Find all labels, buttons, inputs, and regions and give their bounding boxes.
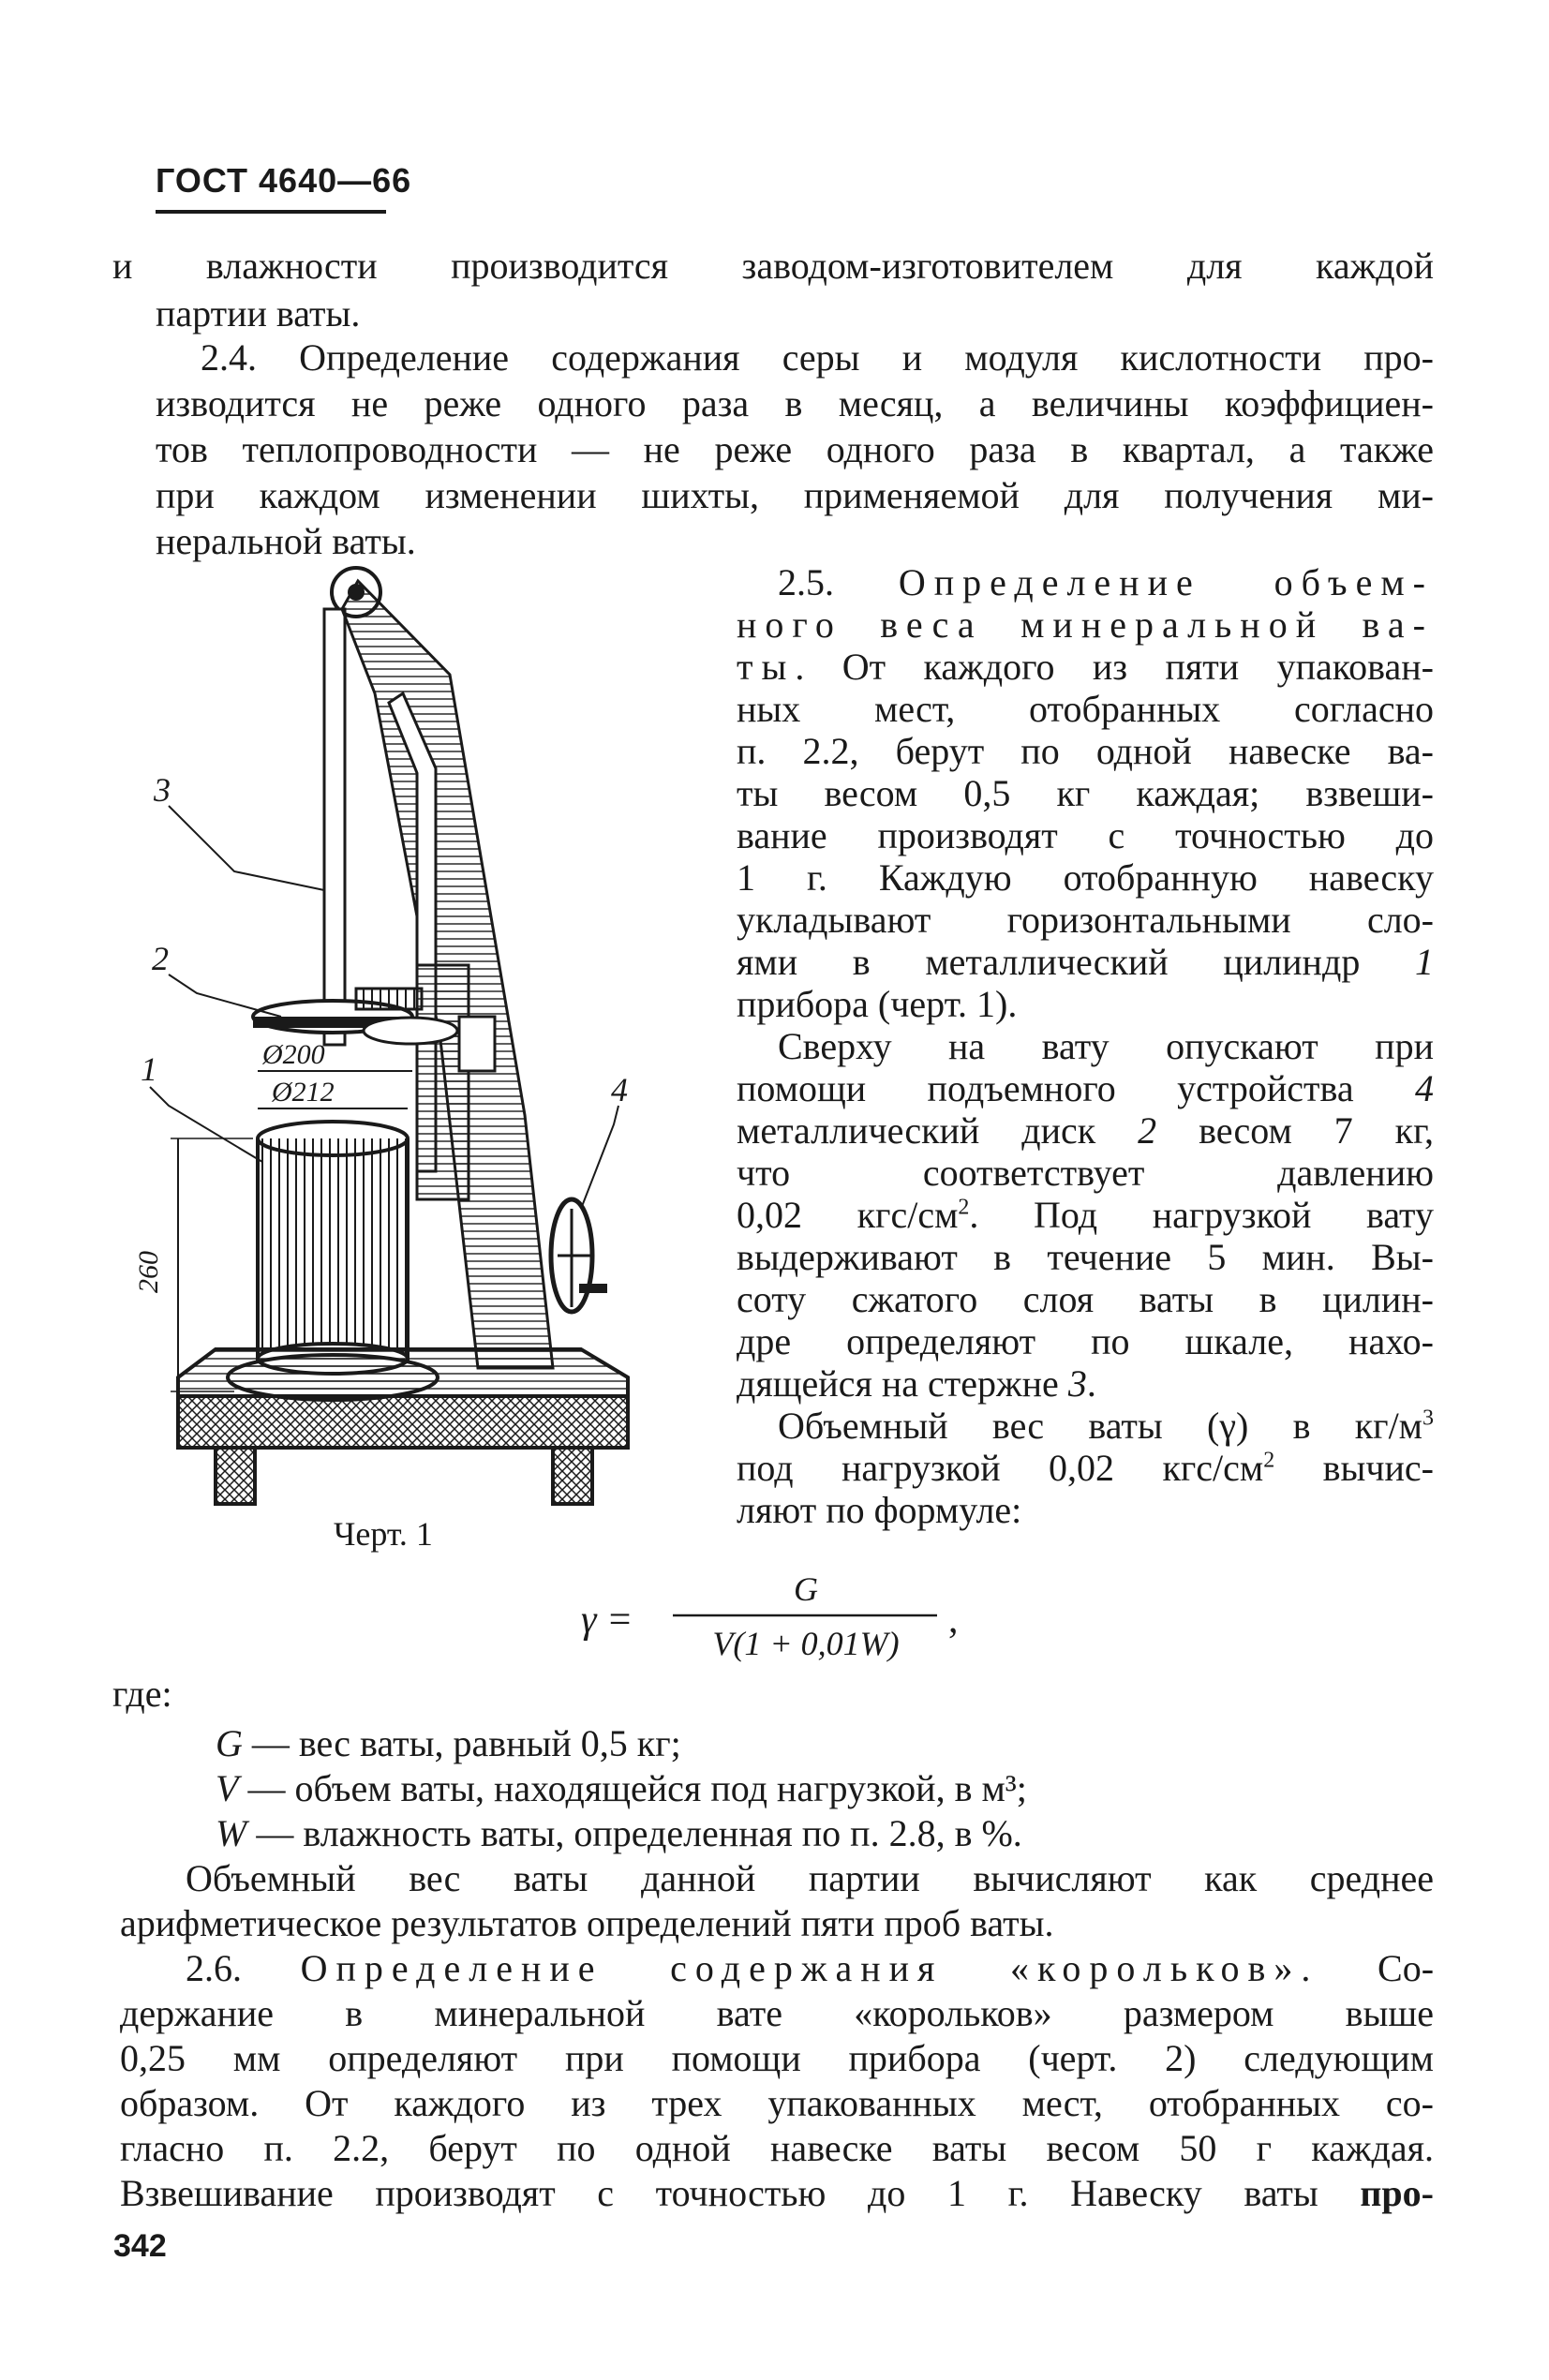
figure-caption: Черт. 1 xyxy=(334,1515,433,1553)
definition-text: — вес ваты, равный 0,5 кг; xyxy=(242,1722,681,1764)
leader-1 xyxy=(150,1087,262,1162)
text-fragment: Взвешивание производят с точностью до 1 г. Навеску ваты xyxy=(120,2172,1318,2214)
figure-label-4: 4 xyxy=(611,1071,628,1108)
section-title: Определение содержания «корольков». xyxy=(300,1947,1319,1989)
text-line xyxy=(778,1402,1434,1450)
apparatus-figure xyxy=(133,553,665,1509)
ref-number: 4 xyxy=(1415,1067,1435,1109)
text-line xyxy=(737,1191,1434,1239)
text-line: дре определяют по шкале, нахо- xyxy=(737,1320,1434,1362)
text-fragment: помощи подъемного устройства xyxy=(737,1067,1354,1109)
disk-arm xyxy=(356,989,422,1009)
section-title: Определение объем- xyxy=(898,561,1434,603)
text-line: выдерживают в течение 5 мин. Вы- xyxy=(737,1236,1434,1278)
ref-number: 3 xyxy=(1067,1362,1087,1405)
section-heading-2-6 xyxy=(186,1944,1434,1992)
symbol: V xyxy=(216,1767,239,1809)
text-line: и влажности производится заводом-изготовителем для каждой xyxy=(112,245,1434,287)
dimension-label-200: Ø200 xyxy=(262,1039,325,1070)
text-line: Сверху на вату опускают при xyxy=(778,1025,1434,1067)
handwheel-crank xyxy=(579,1284,607,1293)
text-line: партии ваты. xyxy=(156,292,361,335)
superscript: 3 xyxy=(1422,1406,1434,1431)
dimension-label-212: Ø212 xyxy=(272,1077,335,1108)
ref-number: 1 xyxy=(1415,941,1435,983)
text-line: неральной ваты. xyxy=(156,520,416,562)
where-label: где: xyxy=(112,1673,172,1715)
text-line: ляют по формуле: xyxy=(737,1489,1022,1531)
text-fragment: дящейся на стержне xyxy=(737,1362,1059,1405)
text-line: Объемный вес ваты данной партии вычисляют как среднее xyxy=(186,1857,1434,1899)
figure-label-1: 1 xyxy=(141,1050,157,1088)
text-line: что соответствует давлению xyxy=(737,1152,1434,1194)
text-fragment-bold: про- xyxy=(1360,2172,1434,2214)
figure-label-3: 3 xyxy=(154,771,171,809)
text-line: ты весом 0,5 кг каждая; взвеши- xyxy=(737,772,1434,814)
document-header: ГОСТ 4640—66 xyxy=(156,161,412,200)
superscript: 2 xyxy=(958,1195,970,1220)
text-line: соту сжатого слоя ваты в цилин- xyxy=(737,1278,1434,1320)
definition-text: — влажность ваты, определенная по п. 2.8, в %. xyxy=(246,1812,1022,1854)
disk-holder xyxy=(364,1018,457,1044)
text-fragment: Со- xyxy=(1378,1947,1435,1989)
text-line xyxy=(737,938,1434,986)
ref-number: 2 xyxy=(1138,1109,1157,1152)
text-line: 2.4. Определение содержания серы и модуля кислотности про- xyxy=(201,336,1434,379)
text-fragment: . xyxy=(1086,1362,1096,1405)
text-line xyxy=(737,643,1434,691)
superscript: 2 xyxy=(1263,1448,1275,1473)
formula-denominator: V(1 + 0,01W) xyxy=(712,1625,900,1662)
text-line: вание производят с точностью до xyxy=(737,814,1434,856)
text-line: образом. От каждого из трех упакованных мест, отобранных со- xyxy=(120,2082,1434,2124)
header-rule xyxy=(156,210,386,214)
definition-text: — объем ваты, находящейся под нагрузкой, в м³; xyxy=(238,1767,1027,1809)
text-line: ных мест, отобранных согласно xyxy=(737,688,1434,730)
text-line: п. 2.2, берут по одной навеске ва- xyxy=(737,730,1434,772)
metal-cylinder xyxy=(258,1138,408,1359)
text-fragment: весом 7 кг, xyxy=(1199,1109,1434,1152)
density-formula xyxy=(581,1555,975,1668)
text-line: тов теплопроводности — не реже одного раза в квартал, а также xyxy=(156,428,1434,470)
text-line: арифметическое результатов определений пяти проб ваты. xyxy=(120,1902,1054,1944)
formula-trail: , xyxy=(948,1599,959,1642)
definition-item xyxy=(216,1809,1434,1857)
definition-item xyxy=(216,1764,1434,1812)
leader-3 xyxy=(169,806,324,890)
slide-guide xyxy=(417,965,469,1199)
text-line xyxy=(120,2169,1434,2217)
dimension-label-260: 260 xyxy=(133,1251,164,1293)
text-line: прибора (черт. 1). xyxy=(737,983,1018,1025)
base-foot-left xyxy=(216,1448,255,1504)
text-fragment: металлический диск xyxy=(737,1109,1096,1152)
leader-4 xyxy=(581,1106,618,1209)
figure-label-2: 2 xyxy=(152,940,169,977)
clamp-block xyxy=(459,1017,495,1071)
text-line: 1 г. Каждую отобранную навеску xyxy=(737,856,1434,899)
section-number: 2.6. xyxy=(186,1947,242,1989)
symbol: W xyxy=(216,1812,247,1854)
text-line xyxy=(737,1360,1434,1407)
text-line: гласно п. 2.2, берут по одной навеске ваты весом 50 г каждая. xyxy=(120,2127,1434,2169)
section-title-cont: ного веса минеральной ва- xyxy=(737,603,1434,646)
text-fragment: ями в металлический цилиндр xyxy=(737,941,1361,983)
text-fragment: 0,02 кгс/см xyxy=(737,1194,959,1236)
text-line xyxy=(737,1107,1434,1154)
formula-lhs: γ = xyxy=(581,1599,633,1642)
page-number: 342 xyxy=(113,2228,167,2264)
base-plate xyxy=(178,1349,628,1396)
text-fragment: . Под нагрузкой вату xyxy=(969,1194,1434,1236)
section-title-end: ты xyxy=(737,646,796,688)
section-heading-2-5 xyxy=(778,558,1434,606)
text-line: 0,25 мм определяют при помощи прибора (черт. 2) следующим xyxy=(120,2037,1434,2079)
formula-numerator: G xyxy=(794,1570,818,1608)
text-fragment: под нагрузкой 0,02 кгс/см xyxy=(737,1447,1264,1489)
text-fragment: Объемный вес ваты (γ) в кг/м xyxy=(778,1405,1422,1447)
text-line: изводится не реже одного раза в месяц, а величины коэффициен- xyxy=(156,382,1434,424)
definition-item xyxy=(216,1719,1434,1767)
text-line: держание в минеральной вате «корольков» размером выше xyxy=(120,1992,1434,2034)
base-foot-right xyxy=(553,1448,592,1504)
scale-rod xyxy=(324,609,345,1045)
text-line: укладывают горизонтальными сло- xyxy=(737,899,1434,941)
text-fragment: . От каждого из пяти упакован- xyxy=(795,646,1434,688)
section-number: 2.5. xyxy=(778,561,834,603)
base-frame xyxy=(178,1396,628,1448)
text-fragment: вычис- xyxy=(1322,1447,1434,1489)
text-line: при каждом изменении шихты, применяемой для получения ми- xyxy=(156,474,1434,516)
symbol: G xyxy=(216,1722,243,1764)
text-line xyxy=(737,1064,1434,1112)
text-line xyxy=(737,1444,1434,1492)
